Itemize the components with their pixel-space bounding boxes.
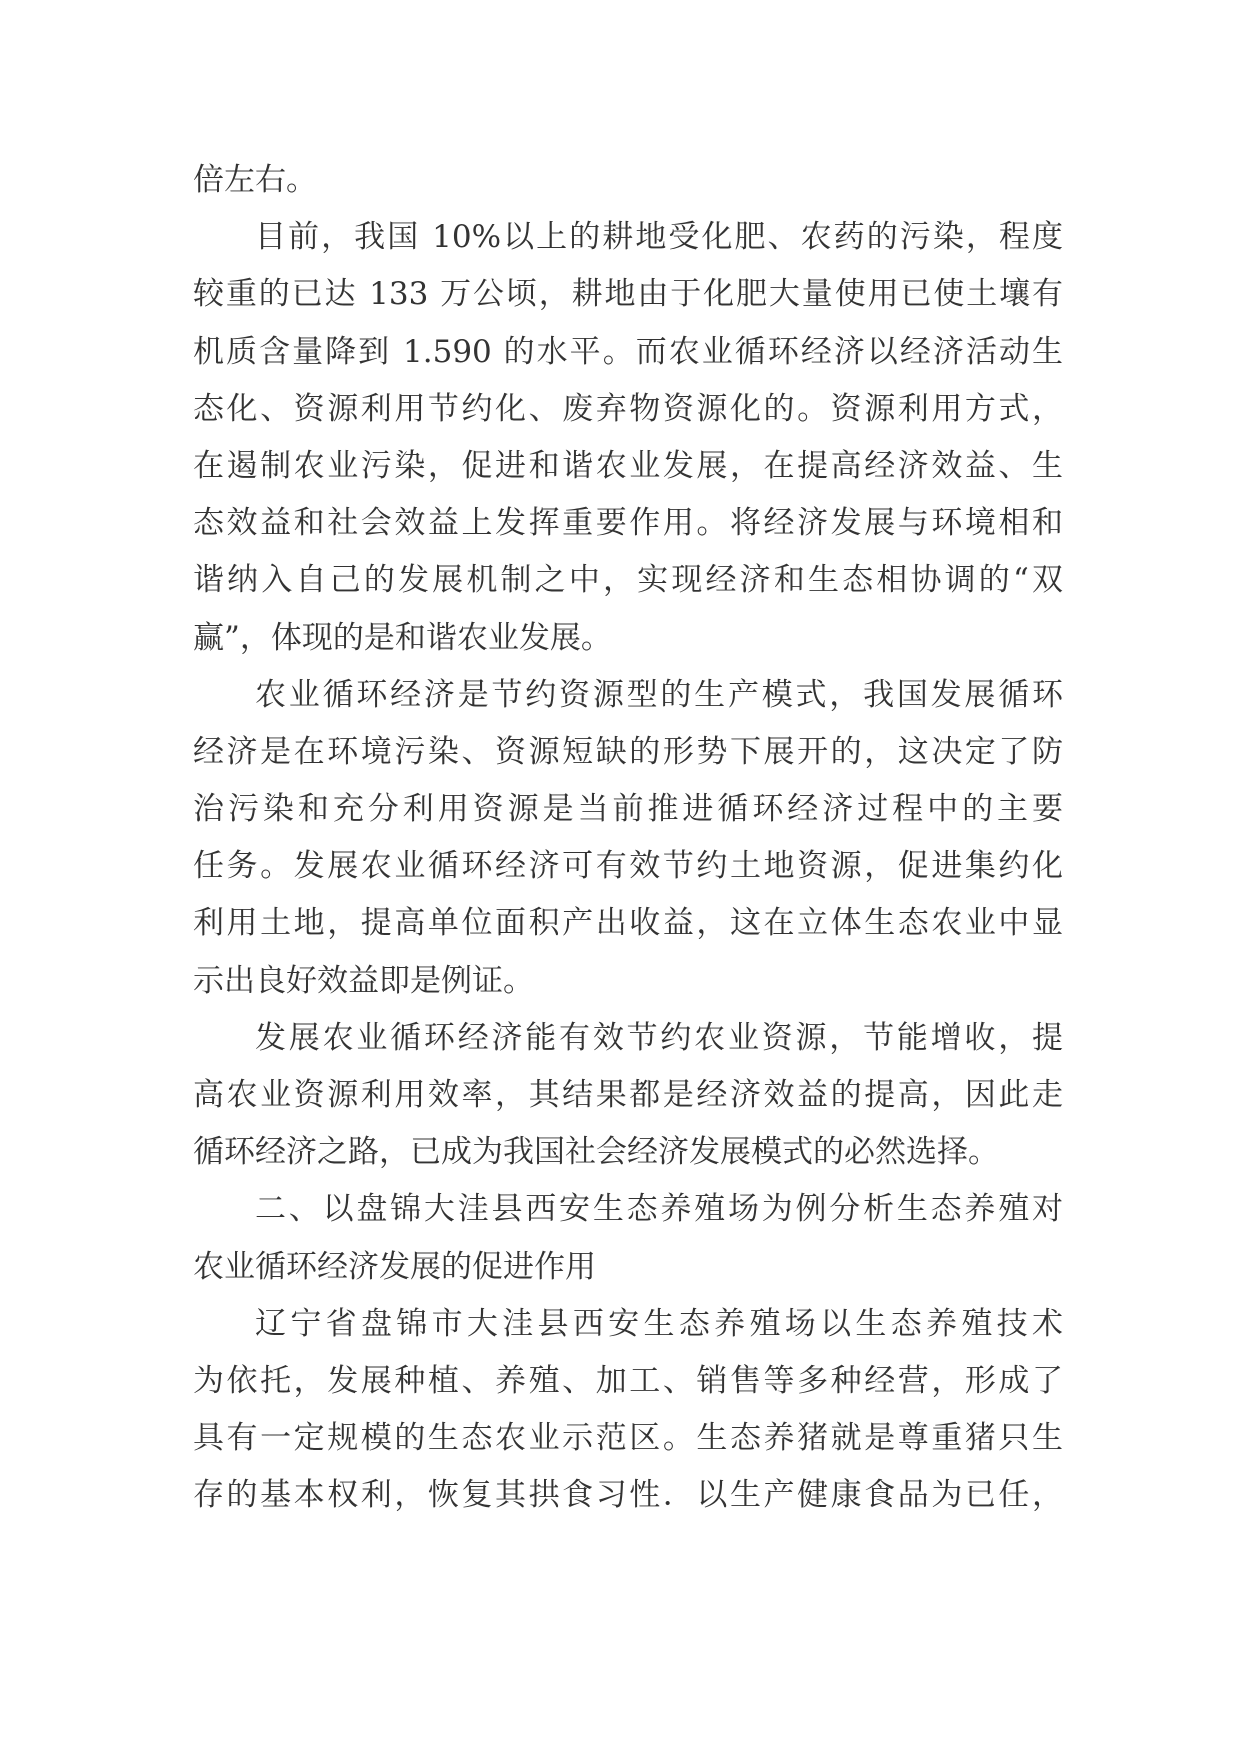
text-line: 态效益和社会效益上发挥重要作用。将经济发展与环境相和: [193, 505, 1063, 542]
text-line: 任务。发展农业循环经济可有效节约土地资源，促进集约化: [193, 848, 1063, 885]
text-line: 机质含量降到 1.590 的水平。而农业循环经济以经济活动生: [193, 333, 1063, 370]
paragraph-first-line: 目前，我国 10%以上的耕地受化肥、农药的污染，程度: [255, 219, 1063, 256]
paragraph-first-line: 农业循环经济是节约资源型的生产模式，我国发展循环: [255, 676, 1063, 713]
paragraph-first-line: 发展农业循环经济能有效节约农业资源，节能增收，提: [255, 1019, 1063, 1056]
text-line: 倍左右。: [193, 162, 317, 198]
text-line: 具有一定规模的生态农业示范区。生态养猪就是尊重猪只生: [193, 1420, 1063, 1457]
text-line: 存的基本权利，恢复其拱食习性．以生产健康食品为已任，: [193, 1477, 1063, 1514]
text-line: 治污染和充分利用资源是当前推进循环经济过程中的主要: [193, 791, 1063, 828]
text-line: 示出良好效益即是例证。: [193, 962, 534, 999]
text-line: 高农业资源利用效率，其结果都是经济效益的提高，因此走: [193, 1077, 1063, 1113]
text-line: 态化、资源利用节约化、废弃物资源化的。资源利用方式，: [193, 390, 1063, 427]
text-line: 为依托，发展种植、养殖、加工、销售等多种经营，形成了: [193, 1362, 1063, 1399]
section-heading-line: 农业循环经济发展的促进作用: [193, 1248, 596, 1285]
paragraph-first-line: 辽宁省盘锦市大洼县西安生态养殖场以生态养殖技术: [255, 1305, 1063, 1342]
text-line: 经济是在环境污染、资源短缺的形势下展开的，这决定了防: [193, 733, 1063, 770]
text-line: 赢”，体现的是和谐农业发展。: [193, 619, 612, 656]
section-heading-line: 二、以盘锦大洼县西安生态养殖场为例分析生态养殖对: [255, 1191, 1063, 1228]
text-line: 谐纳入自己的发展机制之中，实现经济和生态相协调的“双: [193, 562, 1063, 599]
text-line: 利用土地，提高单位面积产出收益，这在立体生态农业中显: [193, 905, 1063, 942]
text-line: 较重的已达 133 万公顷，耕地由于化肥大量使用已使土壤有: [193, 276, 1063, 313]
text-line: 循环经济之路，已成为我国社会经济发展模式的必然选择。: [193, 1134, 999, 1171]
text-line: 在遏制农业污染，促进和谐农业发展，在提高经济效益、生: [193, 447, 1063, 484]
body-text: [193, 152, 1063, 1525]
